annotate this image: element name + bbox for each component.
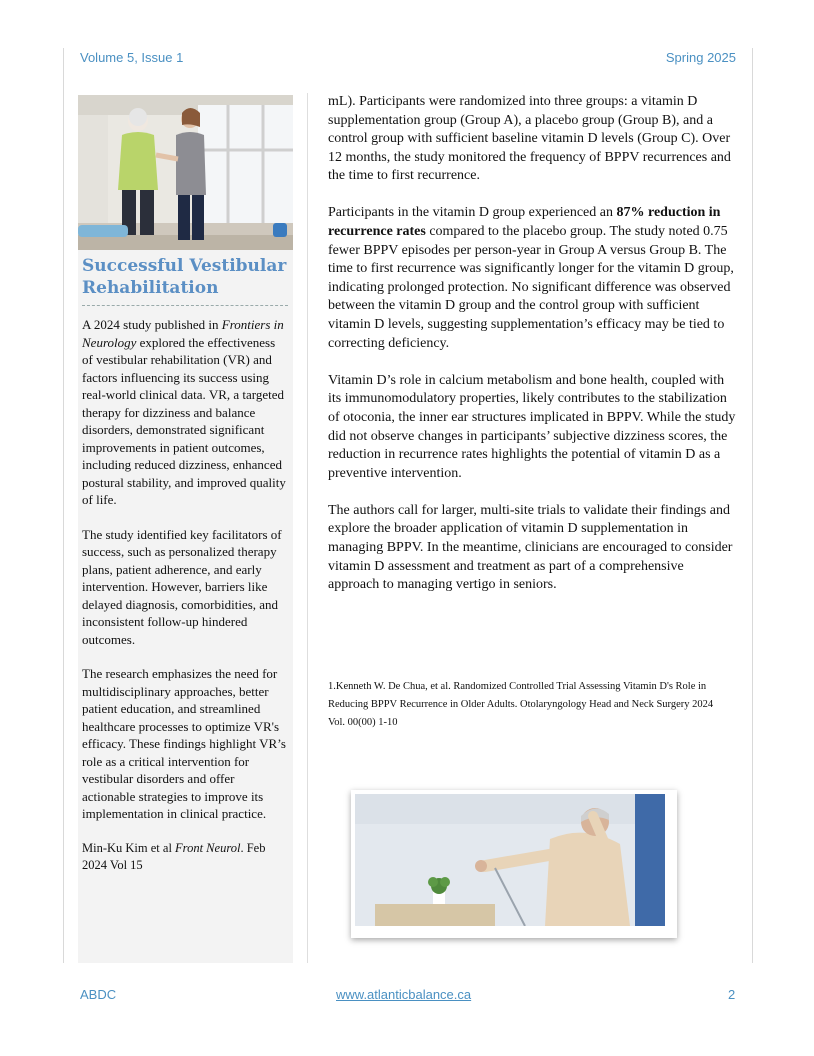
left-sidebar [78, 95, 293, 963]
right-paragraph-2: Participants in the vitamin D group experienced an 87% reduction in recurrence rates compared to the placebo group. The study noted 0.75 fewer BPPV episodes per person-year in Group A versus Group B. The time to first recurrence was significantly longer for the vitamin D group, indicating prolonged protection. No significant difference was observed between the vitamin D group and the control group with sufficient vitamin D levels, suggesting supplementation’s efficacy may be tied to correcting deficiency. [328, 205, 734, 351]
left-citation: Min-Ku Kim et al Front Neurol. Feb 2024 Vol 15 [82, 840, 266, 872]
page-border-right [752, 48, 753, 963]
journal-name: Frontiers in Neurology [82, 317, 284, 350]
dizzy-senior-photo [355, 794, 665, 926]
right-article-body [328, 93, 738, 613]
article-title: Successful Vestibular Rehabilitation [82, 256, 287, 298]
footer-website-link[interactable]: www.atlanticbalance.ca [336, 987, 472, 1002]
left-paragraph-2: The study identified key facilitators of success, such as personalized therapy plans, patient adherence, and early intervention. However, barriers like delayed diagnosis, comorbidities, and inconsistent follow-up hindered outcomes. [82, 526, 282, 647]
footer-org: ABDC [80, 987, 117, 1002]
header-season: Spring 2025 [665, 50, 736, 65]
left-paragraph-1: A 2024 study published in Frontiers in Neurology explored the effectiveness of vestibular rehabilitation (VR) and factors influencing its success using real-world clinical data. VR, a targeted therapy for dizziness and balance disorders, demonstrated significant improvements in patient outcomes, including reduced dizziness, enhanced postural stability, and improved quality of life. [82, 317, 286, 507]
page-border-left [63, 48, 64, 963]
reference-note: 1.Kenneth W. De Chua, et al. Randomized Controlled Trial Assessing Vitamin D's Role in Reducing BPPV Recurrence in Older Adults. Otolaryngology Head and Neck Surgery 2024 Vol. 00(00) 1-10 [328, 681, 714, 728]
column-divider [307, 93, 308, 963]
footer-page-number: 2 [728, 987, 736, 1002]
title-divider [82, 305, 288, 306]
left-paragraph-3: The research emphasizes the need for multidisciplinary approaches, better patient education, and streamlined healthcare processes to optimize VR's efficacy. These findings highlight VR’s role as a critical intervention for vestibular disorders and offer actionable strategies to improve its implementation in clinical practice. [82, 666, 286, 821]
key-finding: 87% reduction in recurrence rates [328, 205, 721, 240]
header-volume: Volume 5, Issue 1 [80, 50, 184, 65]
right-paragraph-4: The authors call for larger, multi-site trials to validate their findings and explore the broader application of vitamin D supplementation in managing BPPV. In the meantime, clinicians are encouraged to consider vitamin D assessment and treatment as part of a comprehensive approach to managing vertigo in seniors. [328, 502, 733, 593]
right-paragraph-1: mL). Participants were randomized into three groups: a vitamin D supplementation group (Group A), a placebo group (Group B), and a control group with sufficient baseline vitamin D levels (Group C). Over 12 months, the study monitored the frequency of BPPV recurrences and the time to first recurrence. [328, 94, 731, 184]
right-paragraph-3: Vitamin D’s role in calcium metabolism and bone health, coupled with its immunomodulatory properties, likely contributes to the stabilization of otoconia, the inner ear structures implicated in BPPV. While the study did not observe changes in participants’ subjective dizziness scores, the reduction in recurrence rates highlights the potential of vitamin D as a preventive intervention. [328, 372, 736, 481]
therapy-photo [78, 95, 293, 250]
vertigo-photo-frame [351, 790, 677, 938]
left-article-body [82, 316, 288, 875]
